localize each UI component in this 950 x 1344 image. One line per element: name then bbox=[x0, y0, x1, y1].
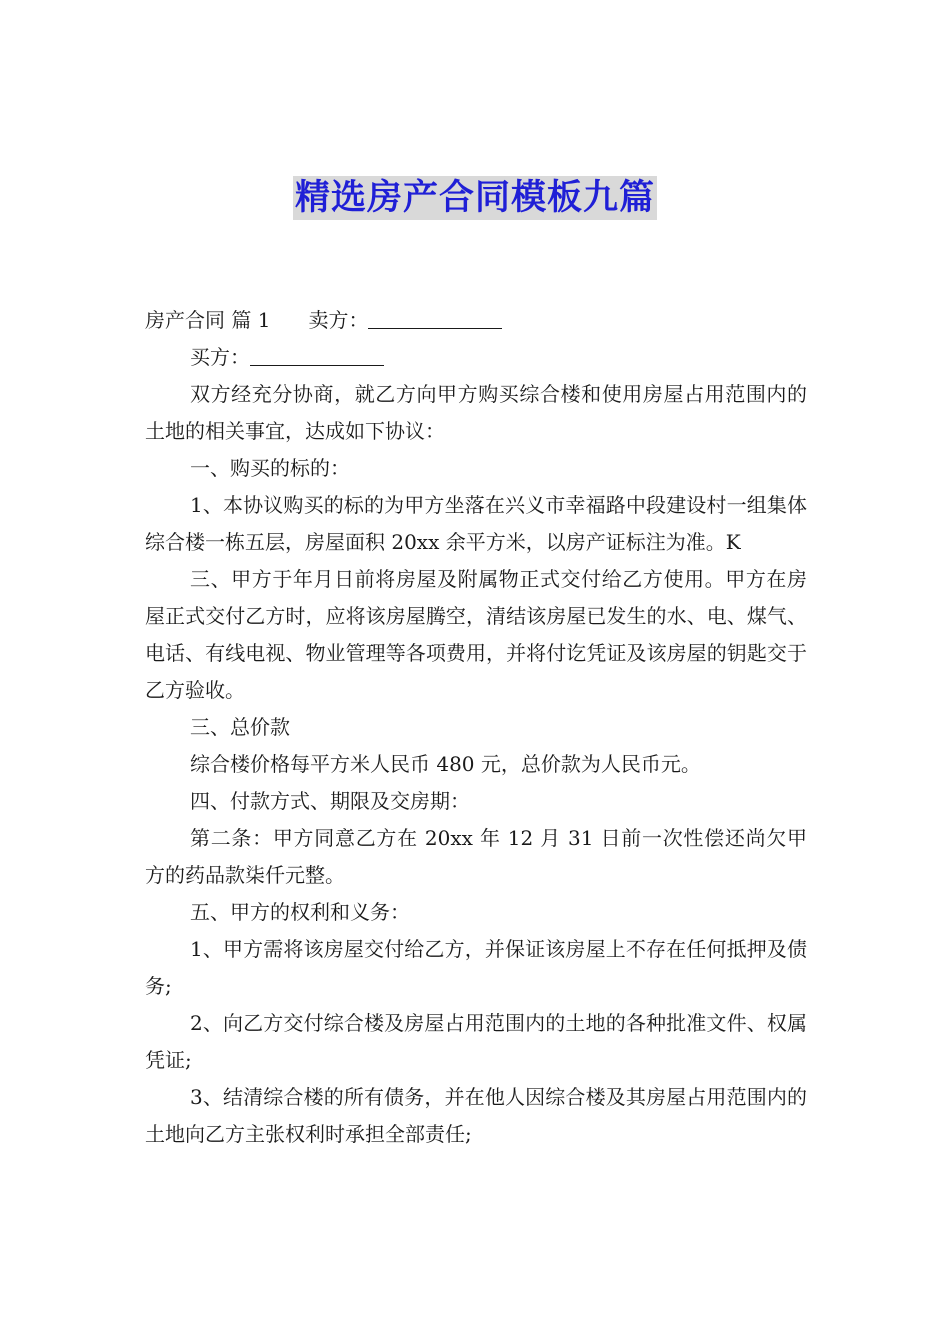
document-body bbox=[145, 302, 807, 1153]
paragraph-section-1-heading: 一、购买的标的： bbox=[190, 456, 350, 480]
paragraph-article-2: 第二条：甲方同意乙方在 20xx 年 12 月 31 日前一次性偿还尚欠甲方的药品款柒仟元整。 bbox=[145, 826, 807, 887]
document-title: 精选房产合同模板九篇 bbox=[294, 178, 655, 218]
paragraph-section-3-heading: 三、总价款 bbox=[190, 715, 290, 739]
paragraph-section-1-item-1: 1、本协议购买的标的为甲方坐落在兴义市幸福路中段建设村一组集体综合楼一栋五层，房屋面积 20xx 余平方米，以房产证标注为准。K bbox=[145, 493, 807, 554]
paragraph-section-3-delivery: 三、甲方于年月日前将房屋及附属物正式交付给乙方使用。甲方在房屋正式交付乙方时，应将该房屋腾空，清结该房屋已发生的水、电、煤气、电话、有线电视、物业管理等各项费用，并将付讫凭证及该房屋的钥匙交于乙方验收。 bbox=[145, 567, 807, 702]
contract-header-line bbox=[145, 302, 807, 339]
paragraph-section-5-heading: 五、甲方的权利和义务： bbox=[190, 900, 410, 924]
paragraph-price: 综合楼价格每平方米人民币 480 元，总价款为人民币元。 bbox=[190, 752, 701, 776]
title-container bbox=[0, 176, 950, 220]
buyer-label: 买方： bbox=[190, 345, 250, 369]
buyer-line bbox=[145, 339, 807, 376]
paragraph-intro: 双方经充分协商，就乙方向甲方购买综合楼和使用房屋占用范围内的土地的相关事宜，达成如下协议： bbox=[145, 382, 807, 443]
paragraph-section-5-item-1: 1、甲方需将该房屋交付给乙方，并保证该房屋上不存在任何抵押及债务; bbox=[145, 937, 807, 998]
seller-blank-line bbox=[368, 306, 502, 329]
paragraph-section-5-item-3: 3、结清综合楼的所有债务，并在他人因综合楼及其房屋占用范围内的土地向乙方主张权利时承担全部责任; bbox=[145, 1085, 807, 1146]
section-label: 房产合同 篇 1 bbox=[145, 308, 271, 332]
paragraph-section-5-item-2: 2、向乙方交付综合楼及房屋占用范围内的土地的各种批准文件、权属凭证; bbox=[145, 1011, 807, 1072]
paragraph-section-4-heading: 四、付款方式、期限及交房期： bbox=[190, 789, 470, 813]
buyer-blank-line bbox=[250, 343, 384, 366]
seller-label: 卖方： bbox=[308, 308, 369, 332]
